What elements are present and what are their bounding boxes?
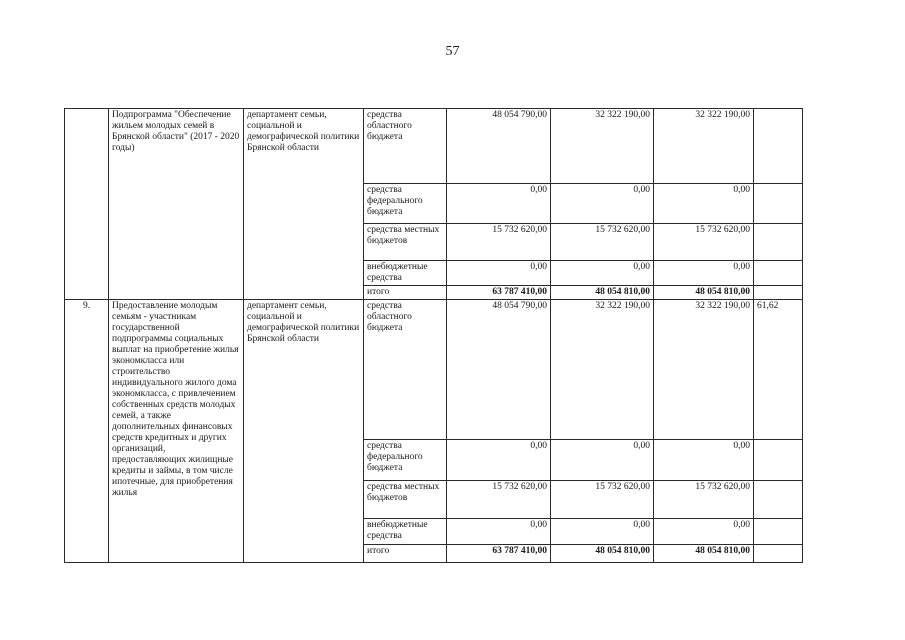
total-cell: 48 054 810,00 — [654, 286, 754, 300]
value-cell: 0,00 — [551, 184, 654, 224]
executor-cell: департамент семьи, социальной и демографической политики Брянской области — [244, 300, 364, 563]
value-cell: 32 322 190,00 — [551, 109, 654, 184]
value-cell: 15 732 620,00 — [447, 224, 551, 261]
total-cell: 63 787 410,00 — [447, 286, 551, 300]
value-cell: 61,62 — [754, 300, 803, 440]
row-number-cell: 9. — [65, 300, 109, 563]
value-cell: 0,00 — [654, 440, 754, 481]
funding-source-cell: средства местных бюджетов — [364, 224, 447, 261]
total-cell: 48 054 810,00 — [551, 286, 654, 300]
row-number-cell — [65, 109, 109, 300]
value-cell — [754, 519, 803, 545]
value-cell: 15 732 620,00 — [654, 224, 754, 261]
value-cell: 15 732 620,00 — [447, 481, 551, 519]
funding-source-cell: средства областного бюджета — [364, 300, 447, 440]
funding-source-cell: средства федерального бюджета — [364, 440, 447, 481]
table-row — [65, 300, 803, 440]
funding-source-cell: средства федерального бюджета — [364, 184, 447, 224]
measure-name-cell: Предоставление молодым семьям - участникам государственной подпрограммы социальных выплат на приобретение жилья экономкласса или строительство индивидуального жилого дома экономкласса, с привлечением собственных средств молодых семей, а также дополнительных финансовых средств кредитных и других организаций, предоставляющих жилищные кредиты и займы, в том числе ипотечные, для приобретения жилья — [109, 300, 244, 563]
value-cell: 32 322 190,00 — [654, 109, 754, 184]
funding-source-cell: итого — [364, 545, 447, 563]
value-cell — [754, 286, 803, 300]
value-cell: 15 732 620,00 — [551, 224, 654, 261]
value-cell: 0,00 — [551, 261, 654, 286]
value-cell: 0,00 — [447, 184, 551, 224]
budget-table — [64, 108, 803, 563]
value-cell — [754, 440, 803, 481]
value-cell — [754, 481, 803, 519]
total-cell: 48 054 810,00 — [654, 545, 754, 563]
value-cell — [754, 261, 803, 286]
value-cell — [754, 224, 803, 261]
total-cell: 48 054 810,00 — [551, 545, 654, 563]
total-cell: 63 787 410,00 — [447, 545, 551, 563]
funding-source-cell: итого — [364, 286, 447, 300]
value-cell — [754, 109, 803, 184]
funding-source-cell: внебюджетные средства — [364, 261, 447, 286]
value-cell: 32 322 190,00 — [551, 300, 654, 440]
value-cell — [754, 545, 803, 563]
measure-name-cell: Подпрограмма "Обеспечение жильем молодых семей в Брянской области" (2017 - 2020 годы) — [109, 109, 244, 300]
value-cell: 0,00 — [551, 440, 654, 481]
value-cell: 48 054 790,00 — [447, 300, 551, 440]
page-number: 57 — [445, 44, 460, 59]
funding-source-cell: средства областного бюджета — [364, 109, 447, 184]
value-cell: 0,00 — [654, 184, 754, 224]
value-cell: 0,00 — [447, 519, 551, 545]
executor-cell: департамент семьи, социальной и демографической политики Брянской области — [244, 109, 364, 300]
value-cell: 15 732 620,00 — [551, 481, 654, 519]
value-cell: 0,00 — [654, 519, 754, 545]
value-cell: 15 732 620,00 — [654, 481, 754, 519]
value-cell: 0,00 — [447, 440, 551, 481]
value-cell: 0,00 — [551, 519, 654, 545]
value-cell — [754, 184, 803, 224]
value-cell: 32 322 190,00 — [654, 300, 754, 440]
value-cell: 48 054 790,00 — [447, 109, 551, 184]
funding-source-cell: внебюджетные средства — [364, 519, 447, 545]
value-cell: 0,00 — [654, 261, 754, 286]
funding-source-cell: средства местных бюджетов — [364, 481, 447, 519]
table-row — [65, 109, 803, 184]
value-cell: 0,00 — [447, 261, 551, 286]
